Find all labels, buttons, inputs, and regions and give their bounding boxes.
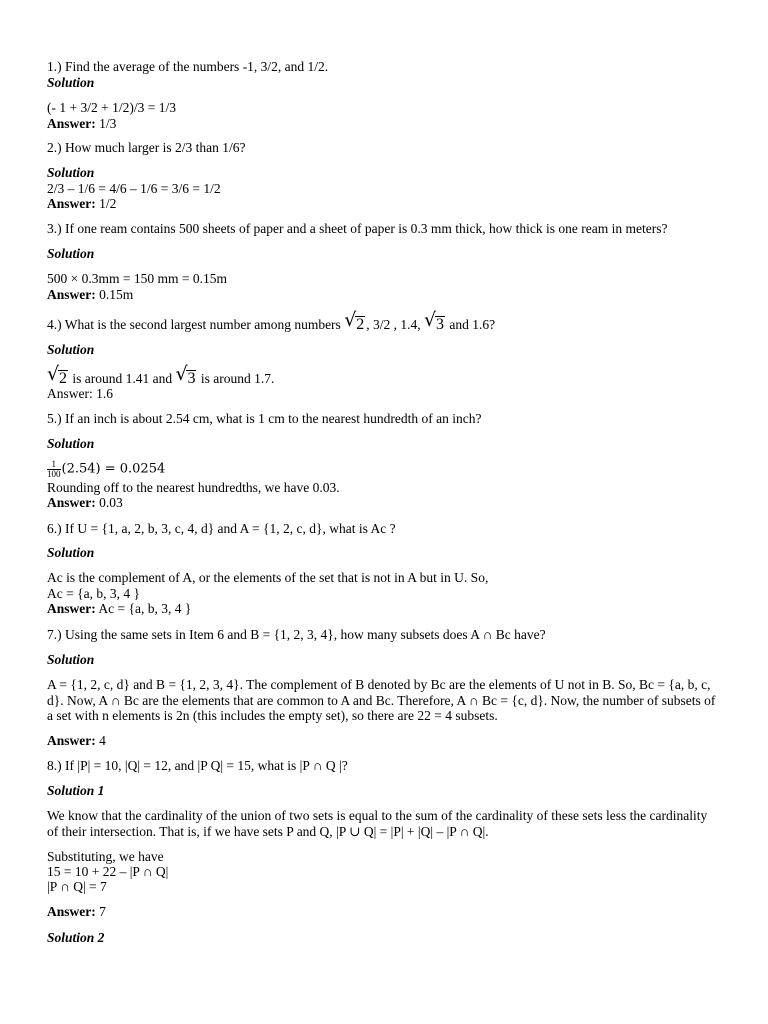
solution-label: Solution <box>47 652 95 667</box>
solution-label: Solution <box>47 165 95 180</box>
sqrt-expression <box>47 363 68 387</box>
denominator: 100 <box>47 469 61 479</box>
answer-value: 0.15m <box>95 287 134 302</box>
solution-label: Solution <box>47 75 95 90</box>
answer-value: 0.03 <box>95 495 123 510</box>
question-3: 3.) If one ream contains 500 sheets of paper and a sheet of paper is 0.3 mm thick, how thick is one ream in meters? <box>47 221 668 236</box>
solution-work: Ac = {a, b, 3, 4 } <box>47 586 140 601</box>
formula-text: (2.54) = 0.0254 <box>61 461 166 477</box>
answer-line <box>47 495 123 511</box>
question-7: 7.) Using the same sets in Item 6 and B = {1, 2, 3, 4}, how many subsets does A ∩ Bc have? <box>47 627 546 642</box>
answer-line: Answer: 1.6 <box>47 386 113 401</box>
question-text: and 1.6? <box>445 317 496 332</box>
radical-sign: √ <box>423 309 437 331</box>
question-text: 4.) What is the second largest number among numbers <box>47 317 345 332</box>
solution-work: Ac is the complement of A, or the elements of the set that is not in A but in U. So, <box>47 570 489 585</box>
solution-work: Substituting, we have <box>47 849 164 864</box>
answer-line <box>47 601 191 617</box>
answer-label: Answer: <box>47 287 96 302</box>
radicand: 3 <box>435 316 444 333</box>
question-text: , 3/2 , 1.4, <box>366 317 424 332</box>
answer-line <box>47 287 133 303</box>
answer-label: Answer: <box>47 904 96 919</box>
numerator: 1 <box>47 460 61 470</box>
answer-line <box>47 733 106 749</box>
solution-label: Solution 2 <box>47 930 105 945</box>
radical-sign: √ <box>175 363 188 385</box>
radicand: 2 <box>59 370 67 387</box>
solution-work: We know that the cardinality of the union of two sets is equal to the sum of the cardinality of these sets less the cardinality of their intersection. That is, if we have sets P and Q, |P ∪ Q| = |P| + |Q| – |P ∩ Q|. <box>47 808 708 839</box>
answer-value: 4 <box>95 733 106 748</box>
answer-label: Answer: <box>47 733 96 748</box>
solution-work: A = {1, 2, c, d} and B = {1, 2, 3, 4}. The complement of B denoted by Bc are the elements of U not in B. So, Bc = {a, b, c, d}. Now, A ∩ Bc are the elements that are common to A and Bc. Therefore, A ∩ Bc = {c, d}. Now, the number of subsets of a set with n elements is 2n (this includes the empty set), so there are 22 = 4 subsets. <box>47 677 716 723</box>
question-6: 6.) If U = {1, a, 2, b, 3, c, 4, d} and A = {1, 2, c, d}, what is Ac ? <box>47 521 396 536</box>
solution-work <box>47 363 275 387</box>
answer-label: Answer: <box>47 196 96 211</box>
work-text: is around 1.41 and <box>69 371 176 386</box>
sqrt-expression <box>175 363 196 387</box>
radical-sign: √ <box>344 309 357 331</box>
solution-work: 500 × 0.3mm = 150 mm = 0.15m <box>47 271 227 286</box>
answer-value: 7 <box>95 904 106 919</box>
radical-sign: √ <box>47 363 60 385</box>
sqrt-expression <box>423 309 445 333</box>
sqrt-expression <box>344 309 365 333</box>
solution-label: Solution <box>47 342 95 357</box>
solution-work: |P ∩ Q| = 7 <box>47 879 107 894</box>
solution-label: Solution <box>47 246 95 261</box>
radicand: 3 <box>187 370 196 387</box>
question-2: 2.) How much larger is 2/3 than 1/6? <box>47 140 246 155</box>
formula <box>47 460 165 479</box>
solution-work: Rounding off to the nearest hundredths, we have 0.03. <box>47 480 340 495</box>
radicand: 2 <box>356 316 365 333</box>
question-8: 8.) If |P| = 10, |Q| = 12, and |P Q| = 15, what is |P ∩ Q |? <box>47 758 348 773</box>
question-1: 1.) Find the average of the numbers -1, 3/2, and 1/2. <box>47 59 329 74</box>
solution-work: 2/3 – 1/6 = 4/6 – 1/6 = 3/6 = 1/2 <box>47 181 221 196</box>
question-5: 5.) If an inch is about 2.54 cm, what is 1 cm to the nearest hundredth of an inch? <box>47 411 482 426</box>
answer-value: 1/2 <box>95 196 117 211</box>
answer-line <box>47 196 116 212</box>
solution-work: 15 = 10 + 22 – |P ∩ Q| <box>47 864 169 879</box>
answer-line <box>47 904 106 920</box>
fraction <box>47 460 61 479</box>
work-text: is around 1.7. <box>197 371 275 386</box>
solution-label: Solution <box>47 545 95 560</box>
answer-label: Answer: <box>47 495 96 510</box>
solution-work: (- 1 + 3/2 + 1/2)/3 = 1/3 <box>47 100 176 115</box>
answer-line <box>47 116 116 132</box>
answer-label: Answer: <box>47 116 96 131</box>
solution-label: Solution <box>47 436 95 451</box>
answer-value: 1/3 <box>95 116 117 131</box>
solution-label: Solution 1 <box>47 783 105 798</box>
answer-value: Ac = {a, b, 3, 4 } <box>95 601 192 616</box>
answer-label: Answer: <box>47 601 96 616</box>
question-4 <box>47 309 496 333</box>
